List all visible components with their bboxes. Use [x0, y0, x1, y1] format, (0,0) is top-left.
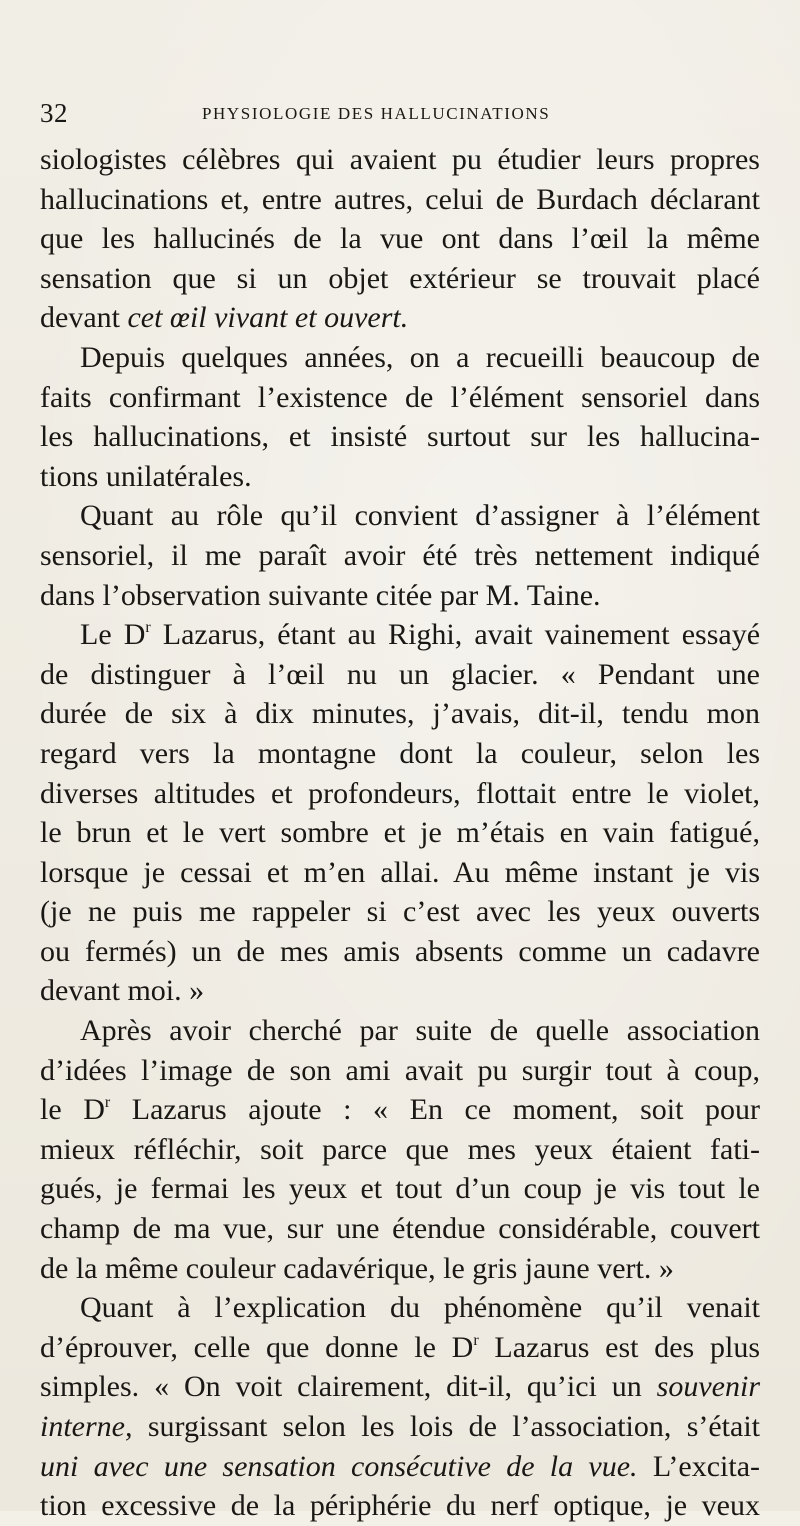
text-line: [40, 1209, 760, 1249]
text-line: [40, 140, 760, 180]
text-segment: Le D: [80, 618, 146, 652]
text-line: [40, 853, 760, 893]
text-segment: Quant à l’explication du phénomène qu’il venait: [80, 1291, 760, 1325]
text-segment: tion excessive de la périphérie du nerf optique, je veux: [40, 1489, 760, 1523]
text-segment: Lazarus est des plus: [478, 1330, 761, 1364]
text-segment: hallucinations et, entre autres, celui de Burdach déclarant: [40, 182, 760, 216]
text-line: [40, 774, 760, 814]
text-line: [40, 417, 760, 457]
text-segment: Lazarus ajoute : « En ce moment, soit pour: [110, 1093, 760, 1127]
text-line: [40, 496, 760, 536]
text-line: [40, 576, 760, 616]
text-line: [40, 1011, 760, 1051]
superscript: r: [104, 1094, 111, 1112]
text-line: [40, 892, 760, 932]
text-line: [40, 1051, 760, 1091]
text-segment: simples. « On voit clairement, dit-il, qu’ici un: [40, 1370, 657, 1404]
text-segment: (je ne puis me rappeler si c’est avec les yeux ouverts: [40, 895, 760, 929]
text-segment: Quant au rôle qu’il convient d’assigner à l’élément: [80, 499, 760, 533]
text-segment: diverses altitudes et profondeurs, flottait entre le violet,: [40, 776, 760, 810]
text-segment: sensation que si un objet extérieur se trouvait placé: [40, 261, 760, 295]
body-text: [40, 140, 760, 1526]
text-line: [40, 536, 760, 576]
text-line: [40, 655, 760, 695]
text-line: [40, 615, 760, 655]
text-line: [40, 180, 760, 220]
text-segment: tions unilatérales.: [40, 459, 252, 493]
text-segment: Depuis quelques années, on a recueilli beaucoup de: [80, 340, 760, 374]
text-segment: sensoriel, il me paraît avoir été très nettement indiqué: [40, 538, 760, 572]
text-segment: surgissant selon les lois de l’association, s’était: [132, 1410, 760, 1443]
text-line: [40, 1288, 760, 1328]
running-head: PHYSIOLOGIE DES HALLUCINATIONS: [202, 104, 551, 123]
text-line: [40, 813, 760, 853]
superscript: r: [473, 1331, 479, 1349]
italic-text: interne,: [40, 1410, 133, 1443]
text-segment: dans l’observation suivante citée par M. Taine.: [40, 578, 601, 612]
text-segment: Lazarus, étant au Righi, avait vainement essayé: [150, 618, 761, 652]
text-segment: d’éprouver, celle que donne le D: [40, 1330, 474, 1364]
text-line: [40, 971, 760, 1011]
page-header: [40, 96, 760, 130]
text-segment: regard vers la montagne dont la couleur, selon les: [40, 736, 760, 770]
text-segment: Après avoir cherché par suite de quelle association: [80, 1014, 760, 1048]
text-line: [40, 932, 760, 972]
text-segment: gués, je fermai les yeux et tout d’un coup je vis tout le: [40, 1172, 760, 1206]
text-segment: devant moi. »: [40, 974, 205, 1008]
text-line: [40, 1367, 760, 1407]
text-segment: lorsque je cessai et m’en allai. Au même instant je vis: [40, 855, 760, 889]
text-line: [40, 219, 760, 259]
text-line: [40, 694, 760, 734]
text-line: [40, 1249, 760, 1289]
text-line: [40, 338, 760, 378]
text-segment: devant: [40, 301, 128, 335]
text-segment: d’idées l’image de son ami avait pu surgir tout à coup,: [40, 1053, 760, 1087]
superscript: r: [145, 619, 151, 637]
text-line: [40, 378, 760, 418]
text-line: [40, 1328, 760, 1368]
text-segment: faits confirmant l’existence de l’élément sensoriel dans: [40, 380, 760, 414]
text-line: [40, 1130, 760, 1170]
text-segment: de distinguer à l’œil nu un glacier. « Pendant une: [40, 657, 760, 691]
text-segment: le brun et le vert sombre et je m’étais en vain fatigué,: [40, 816, 760, 850]
text-segment: durée de six à dix minutes, j’avais, dit-il, tendu mon: [40, 697, 760, 731]
text-segment: ou fermés) un de mes amis absents comme un cadavre: [40, 934, 760, 968]
italic-text: uni avec une sensation consécutive de la vue.: [40, 1449, 638, 1483]
text-line: [40, 259, 760, 299]
text-segment: siologistes célèbres qui avaient pu étudier leurs propres: [40, 143, 760, 176]
italic-text: souvenir: [656, 1370, 760, 1404]
page-number: 32: [40, 98, 68, 128]
text-segment: mieux réfléchir, soit parce que mes yeux étaient fati-: [40, 1132, 760, 1166]
text-line: [40, 1486, 760, 1526]
text-segment: le D: [40, 1093, 105, 1127]
text-line: [40, 1407, 760, 1447]
text-segment: que les hallucinés de la vue ont dans l’œil la même: [40, 222, 760, 256]
text-segment: de la même couleur cadavérique, le gris jaune vert. »: [40, 1251, 674, 1285]
text-line: [40, 298, 760, 338]
text-line: [40, 1090, 760, 1130]
italic-text: cet œil vivant et ouvert.: [127, 301, 409, 335]
text-segment: L’excita-: [637, 1449, 761, 1483]
text-line: [40, 1169, 760, 1209]
text-segment: champ de ma vue, sur une étendue considérable, couvert: [40, 1212, 760, 1246]
text-segment: les hallucinations, et insisté surtout sur les hallucina-: [40, 420, 760, 454]
text-line: [40, 1447, 760, 1487]
text-line: [40, 734, 760, 774]
text-line: [40, 457, 760, 497]
